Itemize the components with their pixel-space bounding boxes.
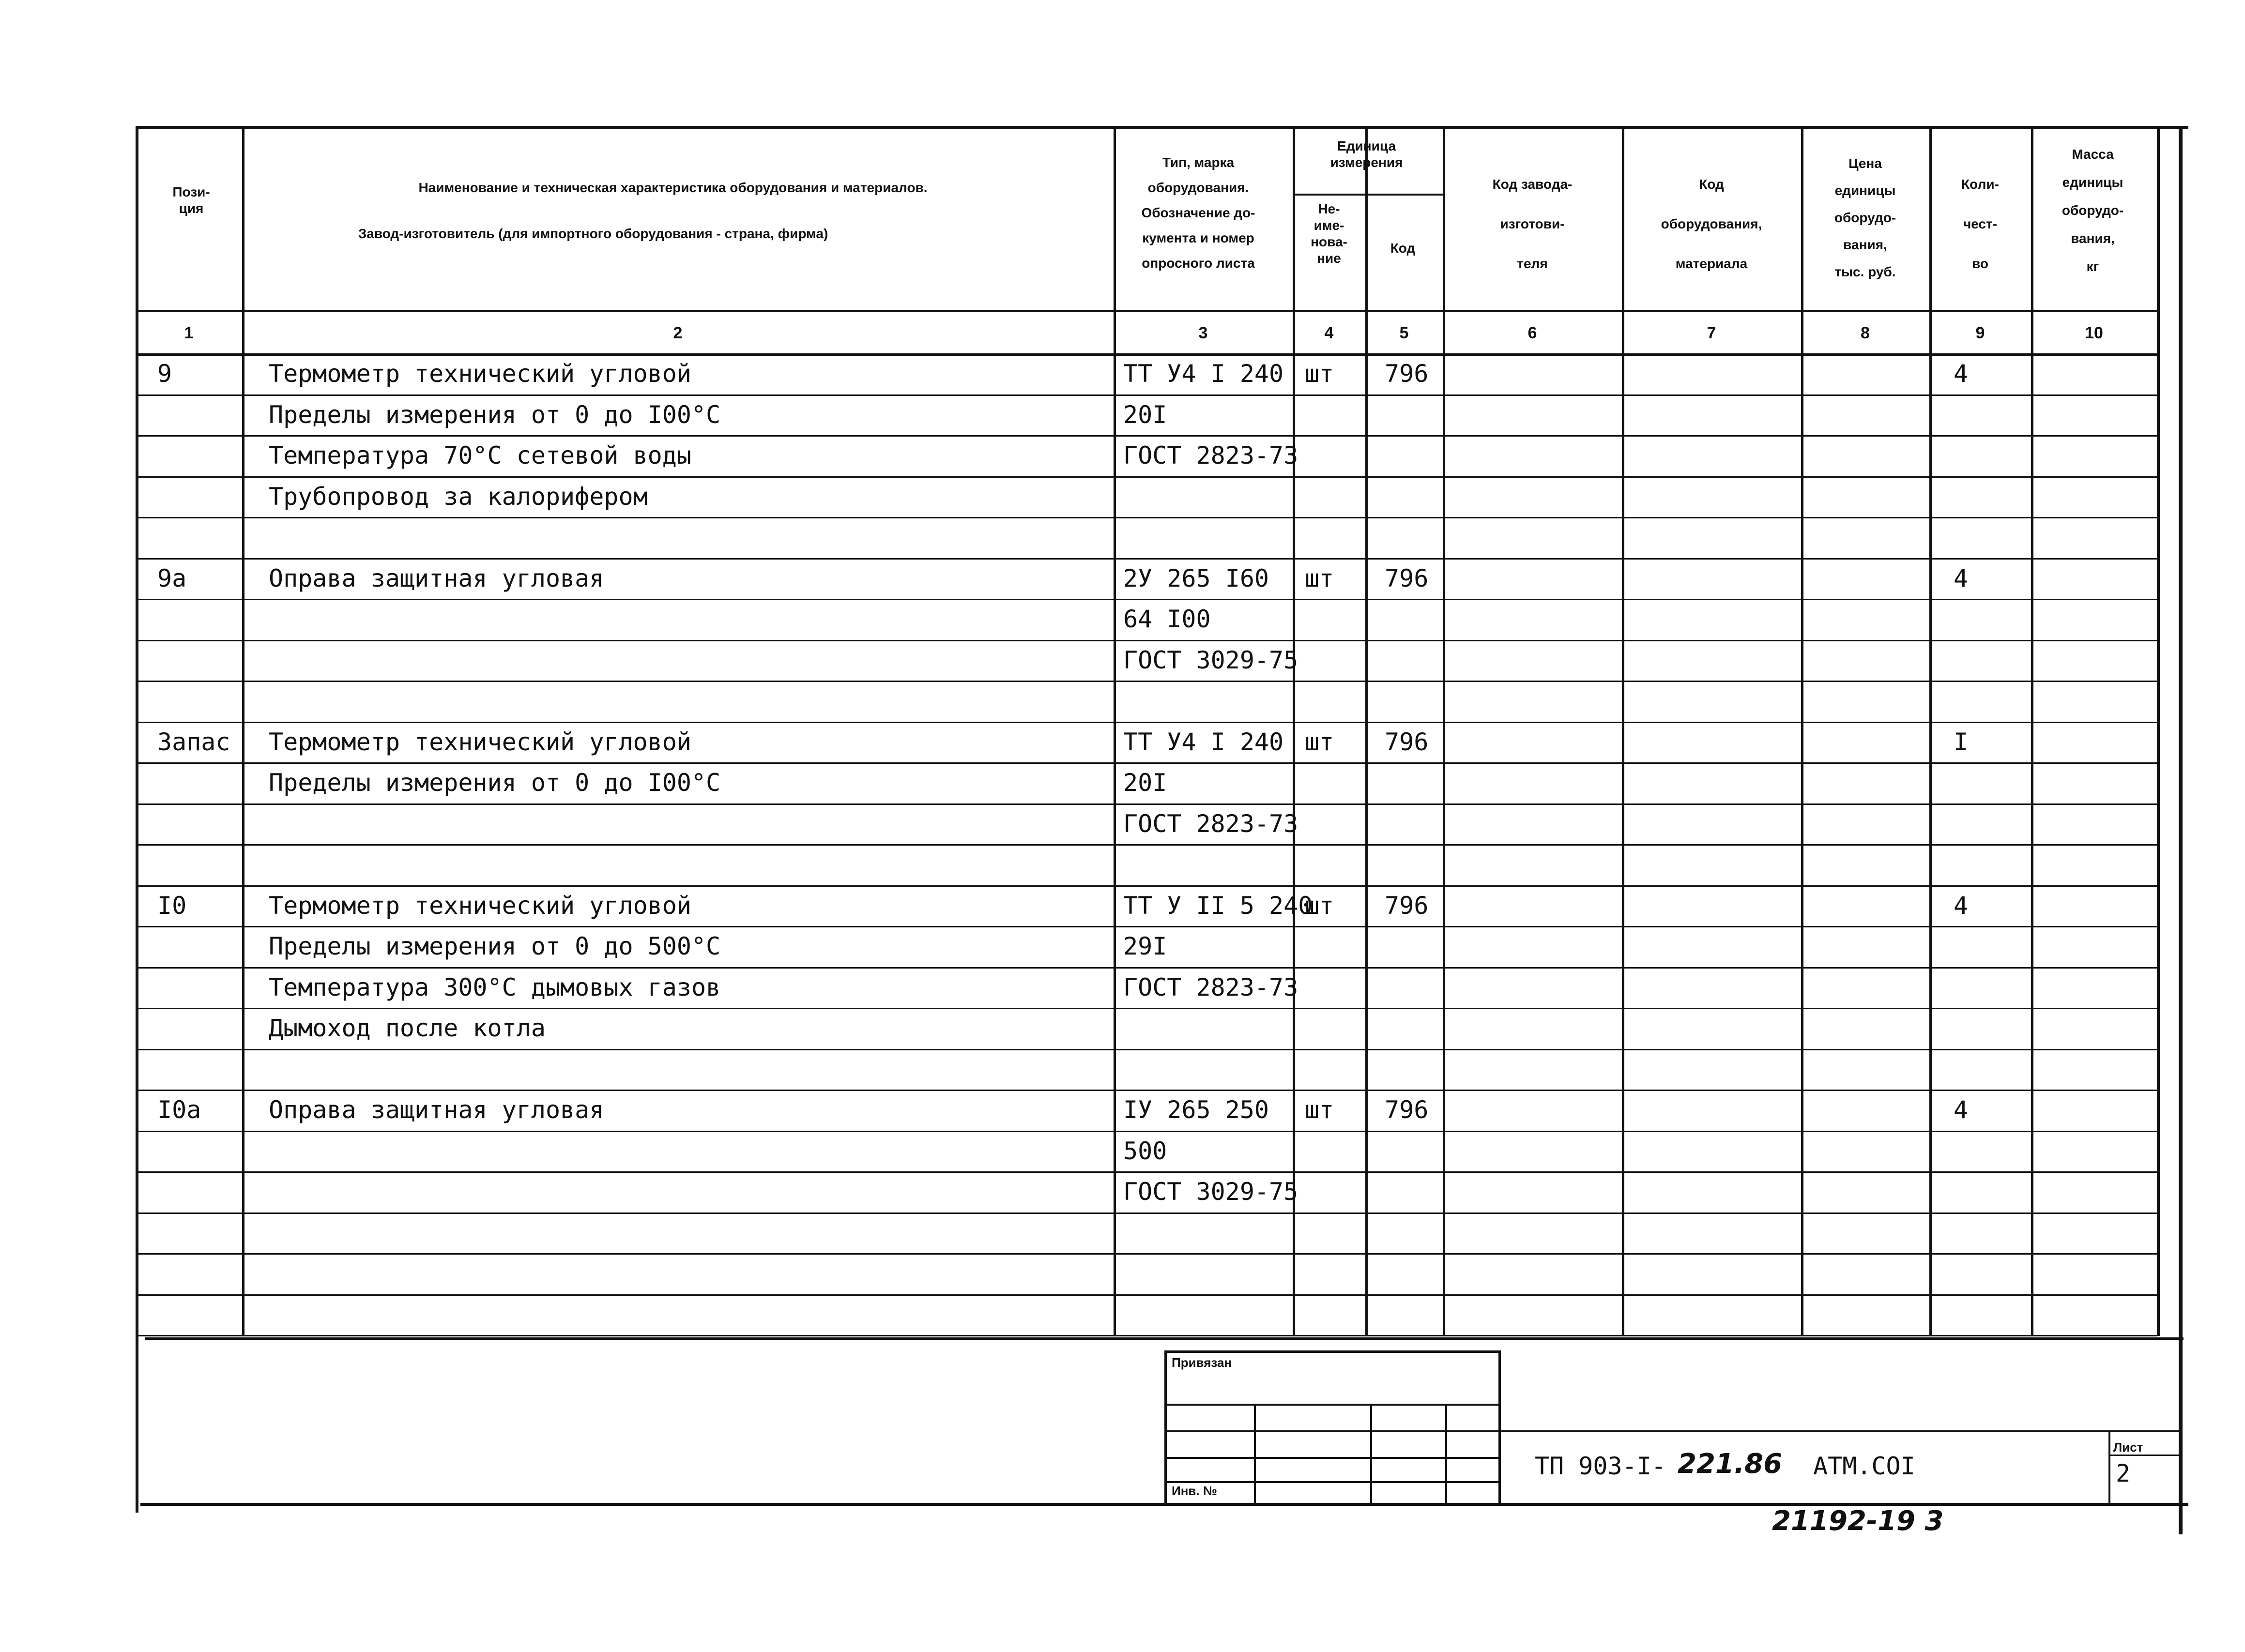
grid-line-h bbox=[136, 1049, 2157, 1050]
cell-type: ГОСТ 2823-73 bbox=[1123, 973, 1298, 1001]
cell-name: Температура 70°С сетевой воды bbox=[269, 441, 691, 470]
grid-line-h bbox=[1164, 1481, 1501, 1483]
header-mass: Масса единицы оборудо- вания, кг bbox=[2062, 147, 2124, 274]
grid-line-h bbox=[1164, 1457, 1501, 1459]
header-position: Пози- ция bbox=[172, 184, 210, 216]
cell-position: I0 bbox=[157, 891, 187, 920]
grid-line-v bbox=[1443, 126, 1445, 1336]
doc-code-handwritten: 221.86 bbox=[1678, 1448, 1783, 1480]
cell-type: ГОСТ 3029-75 bbox=[1123, 646, 1298, 674]
grid-line-h bbox=[1164, 1404, 1501, 1406]
cell-unit-code: 796 bbox=[1385, 1096, 1429, 1124]
cell-name: Термометр технический угловой bbox=[269, 727, 691, 756]
header-name-line2: Завод-изготовитель (для импортного оборудования - страна, фирма) bbox=[358, 226, 828, 241]
grid-line-h bbox=[1498, 1430, 2179, 1432]
cell-type: ТТ У4 I 240 bbox=[1123, 727, 1284, 756]
grid-line-v bbox=[2108, 1430, 2110, 1503]
cell-name: Термометр технический угловой bbox=[269, 360, 691, 388]
cell-name: Пределы измерения от 0 до I00°С bbox=[269, 769, 721, 797]
cell-name: Дымоход после котла bbox=[269, 1014, 546, 1042]
cell-name: Пределы измерения от 0 до 500°С bbox=[269, 932, 721, 960]
cell-position: 9 bbox=[157, 360, 172, 388]
cell-type: ТТ У4 I 240 bbox=[1123, 360, 1284, 388]
cell-quantity: 4 bbox=[1954, 891, 1969, 920]
cell-type: 500 bbox=[1123, 1137, 1167, 1165]
cell-name: Оправа защитная угловая bbox=[269, 564, 604, 592]
stamp-privyazan-label: Привязан bbox=[1172, 1355, 1232, 1370]
grid-line-v bbox=[2179, 126, 2183, 1534]
header-unit-name: Не- име- нова- ние bbox=[1311, 201, 1347, 266]
cell-unit-code: 796 bbox=[1385, 891, 1429, 920]
column-number: 3 bbox=[1198, 324, 1208, 342]
cell-unit-name: шт bbox=[1305, 727, 1334, 756]
sheet-label: Лист bbox=[2113, 1440, 2143, 1455]
cell-unit-code: 796 bbox=[1385, 360, 1429, 388]
cell-name: Температура 300°С дымовых газов bbox=[269, 973, 721, 1001]
grid-line-h bbox=[136, 1294, 2157, 1296]
cell-type: ГОСТ 2823-73 bbox=[1123, 809, 1298, 838]
cell-quantity: 4 bbox=[1954, 360, 1969, 388]
cell-unit-code: 796 bbox=[1385, 727, 1429, 756]
grid-line-v bbox=[242, 126, 244, 1336]
header-type: Тип, марка оборудования. Обозначение до- кумента и номер опросного листа bbox=[1141, 155, 1255, 271]
column-number: 5 bbox=[1399, 324, 1409, 342]
grid-line-v bbox=[1370, 1404, 1372, 1503]
cell-type: IУ 265 250 bbox=[1123, 1096, 1269, 1124]
sheet-number: 2 bbox=[2116, 1459, 2131, 1487]
header-equipment-code: Код оборудования, материала bbox=[1661, 177, 1762, 271]
grid-line-v bbox=[1254, 1404, 1256, 1503]
column-number: 8 bbox=[1861, 324, 1870, 342]
cell-unit-code: 796 bbox=[1385, 564, 1429, 592]
column-number: 4 bbox=[1324, 324, 1334, 342]
cell-type: ГОСТ 2823-73 bbox=[1123, 441, 1298, 470]
cell-position: I0а bbox=[157, 1096, 201, 1124]
cell-type: ГОСТ 3029-75 bbox=[1123, 1178, 1298, 1206]
grid-line-v bbox=[2031, 126, 2033, 1336]
header-price: Цена единицы оборудо- вания, тыс. руб. bbox=[1834, 156, 1896, 279]
cell-type: 29I bbox=[1123, 932, 1167, 960]
footer-handwritten-number: 21192-19 3 bbox=[1772, 1505, 1944, 1537]
grid-line-v bbox=[1293, 126, 1295, 1336]
stamp-inv-label: Инв. № bbox=[1172, 1484, 1217, 1498]
grid-line-h bbox=[1164, 1430, 1501, 1432]
cell-quantity: 4 bbox=[1954, 564, 1969, 592]
grid-line-h bbox=[136, 844, 2157, 846]
grid-line-v bbox=[1445, 1404, 1447, 1503]
header-qty: Коли- чест- во bbox=[1961, 177, 1999, 271]
grid-line-h bbox=[136, 517, 2157, 518]
grid-line-h bbox=[136, 1335, 2157, 1336]
column-number: 6 bbox=[1527, 324, 1537, 342]
grid-line-v bbox=[1622, 126, 1624, 1336]
column-number: 1 bbox=[184, 324, 194, 342]
grid-line-h bbox=[136, 681, 2157, 682]
header-plant-code: Код завода- изготови- теля bbox=[1492, 177, 1573, 271]
grid-line-v bbox=[1365, 126, 1368, 1336]
grid-line-h bbox=[136, 126, 2188, 129]
grid-line-h bbox=[145, 1337, 2184, 1340]
cell-position: Запас bbox=[157, 727, 230, 756]
grid-line-v bbox=[2157, 126, 2160, 1336]
cell-name: Пределы измерения от 0 до I00°С bbox=[269, 400, 721, 429]
cell-unit-name: шт bbox=[1305, 564, 1334, 592]
grid-line-h bbox=[1293, 194, 1443, 196]
cell-name: Трубопровод за калорифером bbox=[269, 482, 648, 511]
grid-line-v bbox=[1114, 126, 1116, 1336]
grid-line-h bbox=[136, 1212, 2157, 1214]
cell-name: Оправа защитная угловая bbox=[269, 1096, 604, 1124]
doc-code-printed: ТП 903-I- bbox=[1535, 1452, 1666, 1480]
grid-line-v bbox=[136, 126, 138, 1336]
column-number: 7 bbox=[1707, 324, 1716, 342]
cell-type: 20I bbox=[1123, 769, 1167, 797]
cell-quantity: I bbox=[1954, 727, 1969, 756]
column-number: 10 bbox=[2085, 324, 2103, 342]
cell-type: 2У 265 I60 bbox=[1123, 564, 1269, 592]
cell-unit-name: шт bbox=[1305, 360, 1334, 388]
grid-line-h bbox=[1164, 1350, 1501, 1353]
cell-type: ТТ У II 5 240 bbox=[1123, 891, 1313, 920]
cell-unit-name: шт bbox=[1305, 1096, 1334, 1124]
header-name-line1: Наименование и техническая характеристика оборудования и материалов. bbox=[418, 180, 928, 195]
cell-unit-name: шт bbox=[1305, 891, 1334, 920]
header-unit-group: Единица измерения bbox=[1330, 138, 1403, 170]
cell-quantity: 4 bbox=[1954, 1096, 1969, 1124]
grid-line-h bbox=[136, 1253, 2157, 1255]
header-unit-code: Код bbox=[1390, 241, 1416, 256]
cell-name: Термометр технический угловой bbox=[269, 891, 691, 920]
cell-type: 64 I00 bbox=[1123, 605, 1211, 633]
cell-position: 9а bbox=[157, 564, 187, 592]
column-number: 2 bbox=[673, 324, 683, 342]
doc-mark: АТМ.СОI bbox=[1813, 1452, 1915, 1480]
grid-line-v bbox=[1801, 126, 1803, 1336]
cell-type: 20I bbox=[1123, 400, 1167, 429]
column-number: 9 bbox=[1975, 324, 1985, 342]
grid-line-v bbox=[1929, 126, 1932, 1336]
